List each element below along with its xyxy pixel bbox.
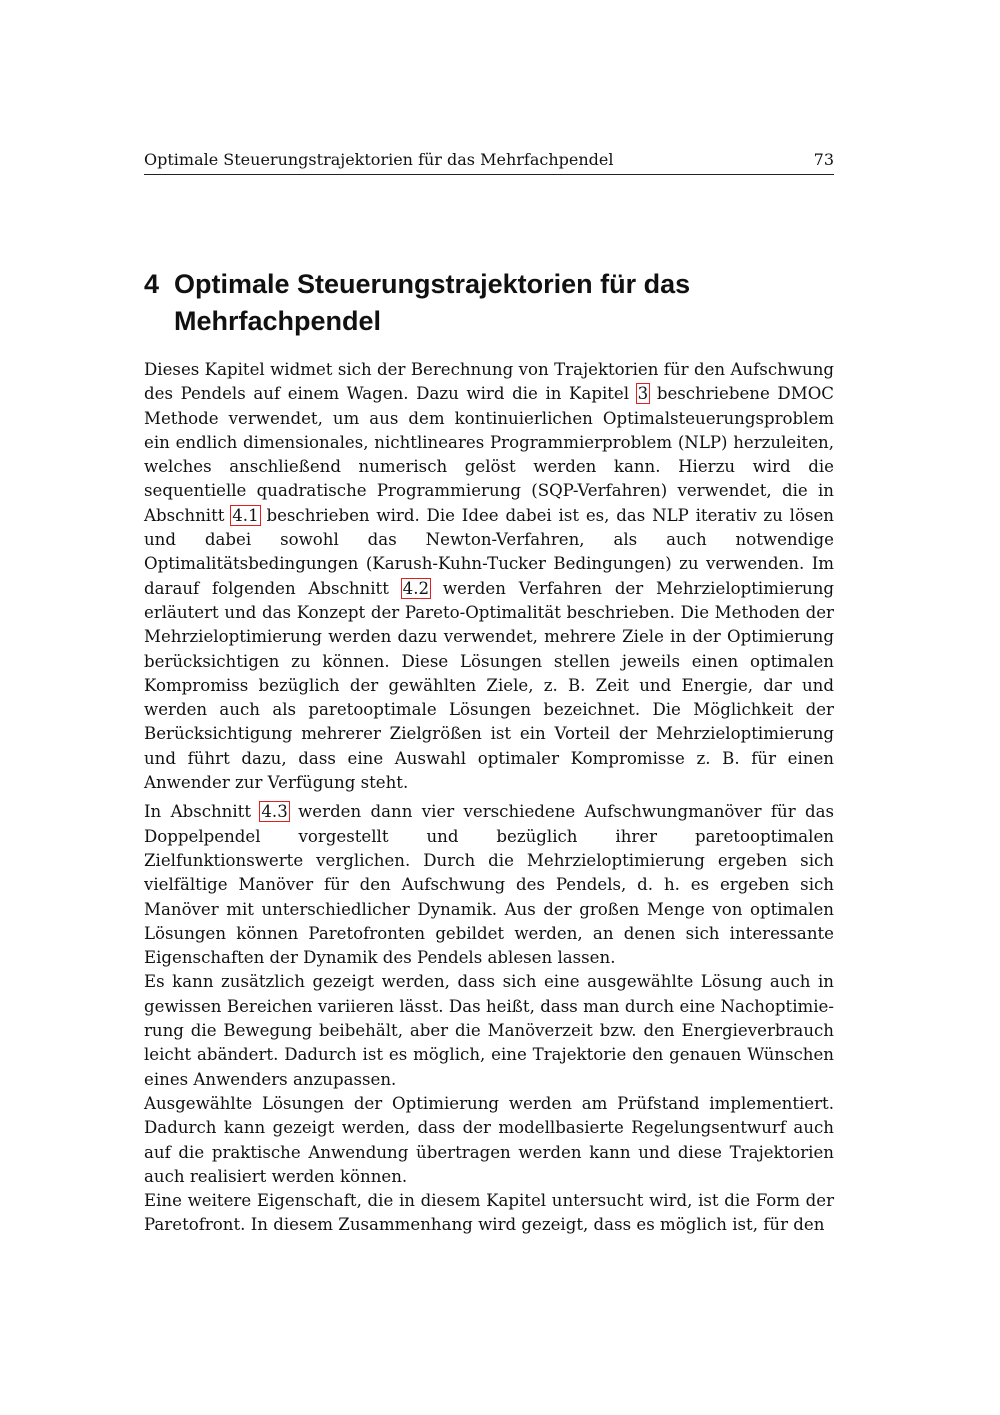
- chapter-title: Optimale Steuerungstrajektorien für das Mehrfachpendel: [174, 269, 691, 336]
- paragraph-5: Eine weitere Eigenschaft, die in diesem Kapitel untersucht wird, ist die Form der Paretofront. In diesem Zusammenhang wird gezeigt, dass es möglich ist, für den: [144, 1191, 834, 1235]
- page-number: 73: [813, 150, 834, 169]
- paragraph-2: [144, 800, 834, 970]
- paragraph-4: Ausgewählte Lösungen der Optimierung werden am Prüfstand implementiert. Dadurch kann gezeigt werden, dass der modellbasierte Regelungsentwurf auch auf die praktische Anwendung übertragen werden kann und diese Trajektorien auch realisiert werden können.: [144, 1093, 834, 1186]
- section-4-3-link[interactable]: 4.3: [261, 802, 288, 822]
- paragraph-2-text-a: In Abschnitt: [144, 802, 261, 822]
- section-4-2-link[interactable]: 4.2: [402, 578, 430, 598]
- paragraph-3: Es kann zusätzlich gezeigt werden, dass sich eine ausgewählte Lösung auch in gewissen Bereichen variieren lässt. Das heißt, dass man durch eine Nachoptimierung die Bewegung beibehält, aber die Manöverzeit bzw. den Energieverbrauch leicht abändert. Dadurch ist es möglich, eine Trajektorie den genauen Wünschen eines Anwenders anzupassen.: [144, 972, 834, 1089]
- paragraph-2-text-b: werden dann vier verschiedene Aufschwungmanöver für das Doppelpendel vorgestellt und bezüglich ihrer paretooptimalen Zielfunktionswerte verglichen. Durch die Mehrzieloptimierung ergeben sich vielfältige Manöver für den Aufschwung des Pendels, d. h. es ergeben sich Manöver mit unterschiedlicher Dynamik. Aus der großen Menge von optimalen Lösungen können Paretofronten gebildet werden, an denen sich interessante Eigenschaften der Dynamik des Pendels ablesen lassen.: [144, 802, 835, 968]
- paragraph-1-text-c: beschrieben wird. Die Idee dabei ist es, das NLP iterativ zu lösen und dabei sowohl das Newton-Verfahren, als auch notwendige Optimalitätsbedingungen (Karush-Kuhn-Tucker Bedingungen) zu verwenden. Im darauf folgenden Abschnitt: [144, 505, 834, 598]
- paragraph-1: [144, 358, 834, 795]
- body-text: [144, 358, 834, 1238]
- chapter-number: 4: [144, 269, 160, 299]
- chapter-3-link[interactable]: 3: [637, 384, 649, 404]
- paragraph-1-text-a: Dieses Kapitel widmet sich der Berechnung von Trajektorien für den Aufschwung des Pendels auf einem Wagen. Dazu wird die in Kapitel: [144, 360, 834, 404]
- running-header-title: Optimale Steuerungstrajektorien für das Mehrfachpendel: [144, 150, 614, 169]
- paragraph-1-text-d: werden Verfahren der Mehrzieloptimierung erläutert und das Konzept der Pareto-Optimalität beschrieben. Die Methoden der Mehrzieloptimierung werden dazu verwendet, mehrere Ziele in der Optimierung berücksichtigen zu können. Diese Lösungen stellen jeweils einen optimalen Kompromiss bezüglich der gewählten Ziele, z. B. Zeit und Energie, dar und werden auch als paretooptimale Lösungen bezeichnet. Die Möglichkeit der Berücksichtigung mehrerer Zielgrößen ist ein Vorteil der Mehrzieloptimierung und führt dazu, dass eine Auswahl optimaler Kompromisse z. B. für einen Anwender zur Verfügung steht.: [144, 578, 835, 793]
- running-header: [144, 150, 834, 175]
- paragraph-1-text-b: beschriebene DMOC Methode verwendet, um aus dem kontinuierlichen Optimalsteuerungsproblem ein endlich dimensionales, nichtlineares Programmierproblem (NLP) herzuleiten, welches anschließend numerisch gelöst werden kann. Hierzu wird die sequentielle quadratische Programmierung (SQP-Verfahren) verwendet, die in Abschnitt: [144, 384, 834, 525]
- chapter-heading: [144, 266, 834, 340]
- section-4-1-link[interactable]: 4.1: [232, 505, 259, 525]
